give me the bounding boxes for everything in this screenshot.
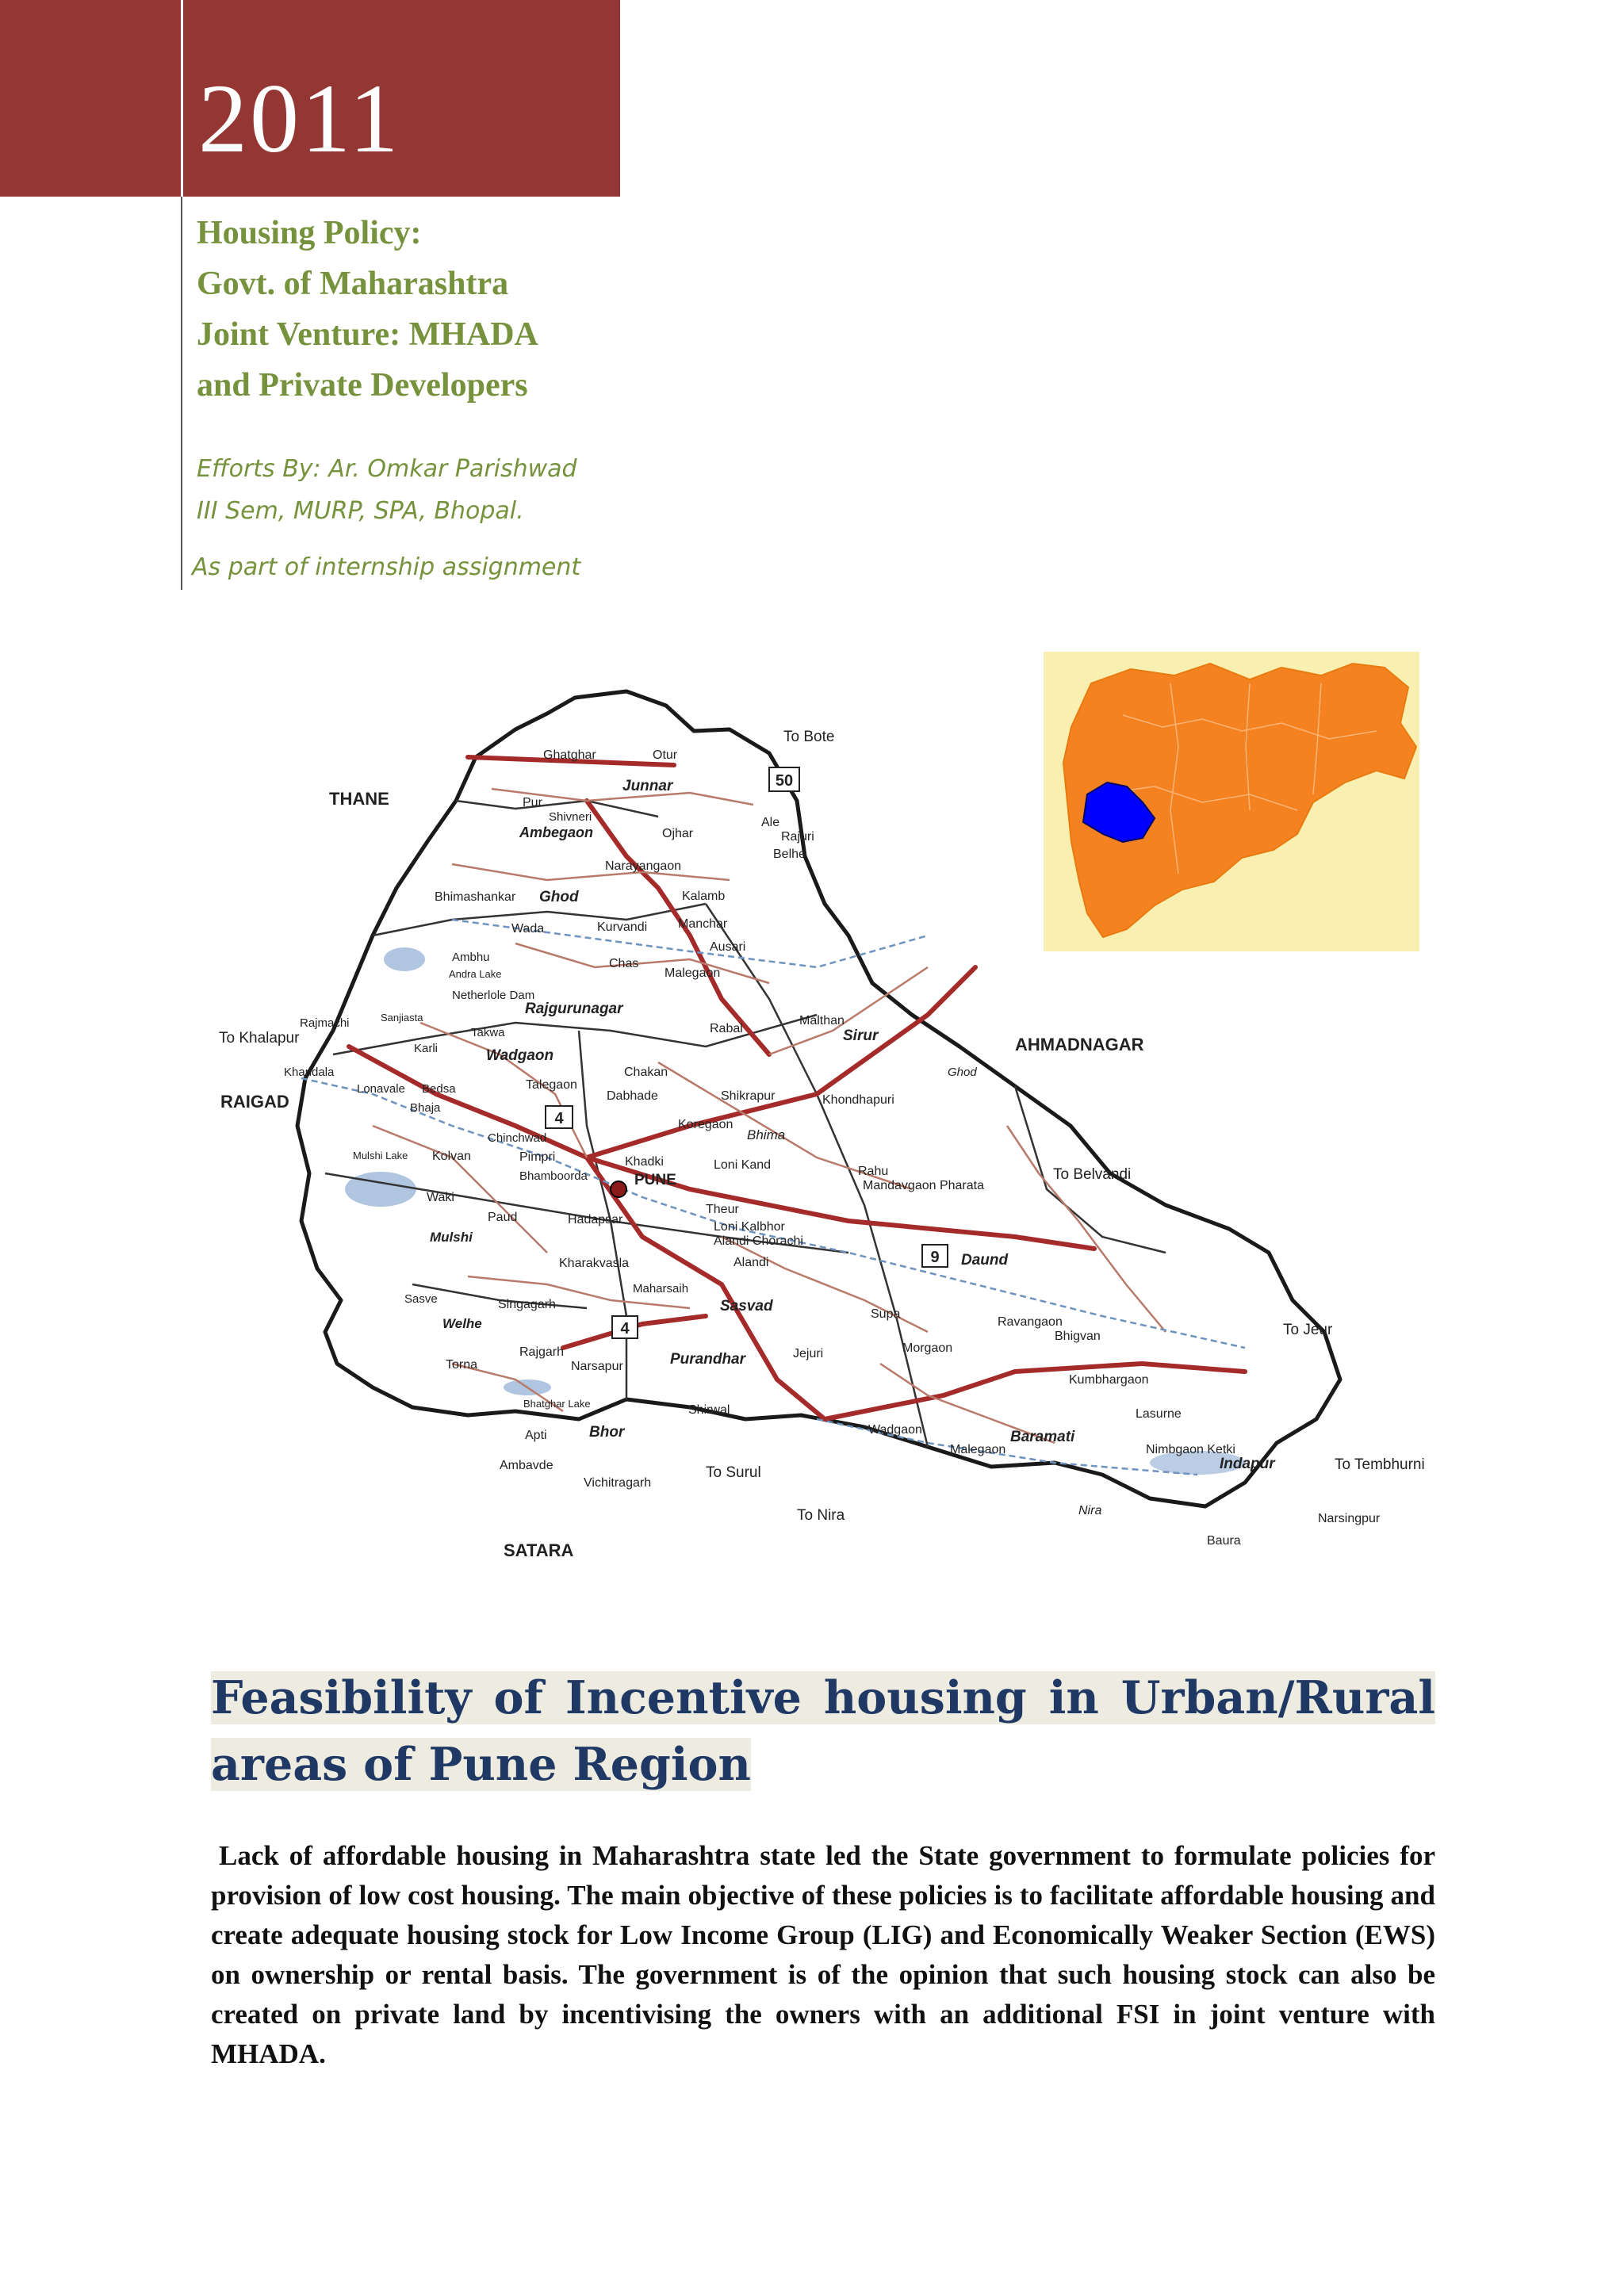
place-label: Sanjiasta [381, 1012, 423, 1024]
place-label: Shikrapur [721, 1089, 776, 1103]
place-label: Torna [446, 1358, 478, 1372]
place-label: Kalamb [682, 890, 726, 903]
place-label: Rabal [710, 1022, 743, 1035]
author-credit: Efforts By: Ar. Omkar Parishwad [197, 455, 577, 483]
document-title-continued [211, 1732, 751, 1798]
place-label: Dabhade [607, 1089, 658, 1103]
place-label: Vichitragarh [584, 1476, 652, 1490]
place-label: Sasve [404, 1292, 438, 1306]
place-label: Khondhapuri [822, 1093, 894, 1107]
maharashtra-locator-map [1044, 652, 1419, 951]
place-label: Morgaon [902, 1341, 953, 1355]
year-label: 2011 [198, 64, 401, 173]
place-label: Supa [871, 1307, 901, 1321]
place-label: Bhimashankar [435, 890, 516, 904]
document-title [211, 1665, 1435, 1732]
assignment-note: As part of internship assignment [192, 553, 581, 581]
author-affiliation: III Sem, MURP, SPA, Bhopal. [197, 497, 524, 525]
place-label: Netherlole Dam [452, 989, 535, 1002]
place-label: Sirur [843, 1027, 879, 1044]
neighbour-ahmadnagar: AHMADNAGAR [1015, 1035, 1144, 1054]
year-banner [0, 0, 620, 197]
place-label: Shivneri [549, 810, 592, 824]
place-label: Paud [488, 1211, 518, 1224]
place-label: Kumbhargaon [1069, 1373, 1149, 1387]
place-label: Narayangaon [605, 859, 682, 873]
place-label: Sasvad [720, 1298, 773, 1314]
place-label: Junnar [622, 778, 673, 794]
place-label: Rajmachi [300, 1016, 350, 1030]
exit-to-nira: To Nira [797, 1507, 845, 1524]
exit-to-khalapur: To Khalapur [219, 1030, 300, 1047]
place-label: Daund [961, 1252, 1009, 1269]
place-label: Baura [1207, 1534, 1241, 1548]
heading-line: Housing Policy: [197, 215, 422, 251]
place-label: Mandavgaon Pharata [863, 1179, 984, 1192]
heading-line: Govt. of Maharashtra [197, 266, 509, 302]
place-label: Manchar [678, 917, 728, 931]
place-label: Lasurne [1136, 1407, 1182, 1421]
place-label: Jejuri [793, 1347, 824, 1360]
exit-to-jeur: To Jeur [1283, 1322, 1333, 1338]
place-label: Narsingpur [1318, 1512, 1381, 1525]
place-label: Wadgaon [486, 1047, 554, 1064]
place-label: Baramati [1010, 1429, 1075, 1445]
place-label: Belhe [773, 848, 806, 861]
place-label: Bhigvan [1055, 1330, 1101, 1343]
place-label: Chas [609, 957, 639, 970]
nh-4-shield-south: 4 [620, 1320, 630, 1337]
place-label: Bhatghar Lake [523, 1398, 591, 1410]
place-label: Bhor [589, 1424, 625, 1441]
heading-line: and Private Developers [197, 367, 528, 404]
place-label: Indapur [1220, 1456, 1275, 1472]
place-label: Ambegaon [519, 825, 594, 840]
place-label: Karli [414, 1042, 439, 1055]
place-label: Singagarh [498, 1298, 556, 1311]
place-label: Rahu [858, 1165, 889, 1178]
place-label: Pimpri [519, 1150, 556, 1164]
place-label: Malegaon [950, 1443, 1006, 1456]
place-label: Wadgaon [868, 1423, 922, 1437]
place-label: Ambhu [452, 951, 490, 964]
place-label: Alandi [733, 1256, 769, 1269]
heading-line: Joint Venture: MHADA [197, 316, 538, 353]
place-label: Nira [1078, 1504, 1102, 1517]
place-label: Pur [523, 796, 542, 809]
place-label: Waki [427, 1191, 454, 1204]
place-label: Bhaja [410, 1101, 441, 1115]
place-label: Hadapsar [568, 1213, 623, 1226]
place-label: Narsapur [571, 1360, 623, 1373]
place-label: Chakan [624, 1066, 668, 1079]
place-label: Apti [525, 1429, 547, 1442]
neighbour-satara: SATARA [504, 1540, 574, 1560]
place-label: Purandhar [670, 1351, 746, 1368]
policy-heading [197, 208, 641, 411]
exit-to-belvandi: To Belvandi [1053, 1166, 1132, 1183]
place-label: Ghod [948, 1066, 977, 1079]
place-label: Lonavale [357, 1082, 405, 1096]
place-label: Mulshi [430, 1230, 473, 1245]
mulshi-lake [345, 1172, 416, 1207]
side-rule [181, 197, 182, 590]
place-label: Koregaon [678, 1118, 733, 1131]
nh-4-shield-north: 4 [554, 1110, 564, 1127]
banner-divider [181, 0, 183, 197]
place-label: Ojhar [662, 827, 694, 840]
place-label: Loni Kand [714, 1158, 772, 1172]
place-label: Khadki [625, 1155, 664, 1169]
place-label: Wada [511, 922, 545, 936]
place-label: Kurvandi [597, 920, 648, 934]
place-label: Ambavde [500, 1459, 553, 1472]
place-label: Maharsaih [633, 1282, 689, 1295]
place-label: Loni Kalbhor [714, 1220, 785, 1234]
place-label: Talegaon [526, 1078, 577, 1092]
andra-lake [384, 947, 425, 971]
place-label: Kharakvasla [559, 1257, 630, 1270]
neighbour-thane: THANE [329, 789, 389, 809]
nh-50-shield: 50 [775, 772, 794, 790]
place-label: Ghod [539, 889, 579, 905]
place-label: Alandi Chorachi [714, 1234, 803, 1248]
place-label: Nimbgaon Ketki [1146, 1443, 1235, 1456]
place-label: Chinchwad [488, 1131, 547, 1145]
place-label: Rajgarh [519, 1345, 565, 1359]
place-label: Bhima [747, 1127, 786, 1142]
neighbour-raigad: RAIGAD [220, 1092, 289, 1112]
place-label: Welhe [442, 1316, 482, 1331]
exit-to-bote: To Bote [783, 729, 835, 745]
place-label: Otur [653, 748, 678, 762]
place-label: PUNE [634, 1172, 676, 1188]
place-label: Malthan [799, 1014, 845, 1027]
place-label: Bedsa [422, 1082, 456, 1096]
place-label: Khandala [284, 1066, 335, 1079]
place-label: Ale [761, 816, 780, 829]
place-label: Takwa [471, 1026, 505, 1039]
pune-city-marker [611, 1181, 626, 1197]
exit-to-surul: To Surul [706, 1464, 761, 1481]
place-label: Ravangaon [998, 1315, 1063, 1329]
place-label: Theur [706, 1203, 739, 1216]
place-label: Malegaon [665, 966, 721, 980]
place-label: Andra Lake [449, 968, 502, 980]
place-label: Kolvan [432, 1150, 471, 1163]
place-label: Shirwal [688, 1403, 730, 1417]
place-label: Ausari [710, 940, 746, 954]
place-label: Mulshi Lake [353, 1150, 408, 1161]
nh-9-shield: 9 [930, 1249, 940, 1266]
exit-to-tembhurni: To Tembhurni [1335, 1456, 1425, 1473]
place-label: Bhamboorda [519, 1169, 588, 1183]
title-line-1: Feasibility of Incentive housing in Urban/Rural [211, 1671, 1435, 1724]
place-label: Rajgurunagar [525, 1001, 623, 1017]
title-line-2: areas of Pune Region [211, 1738, 751, 1791]
place-label: Ghatghar [543, 748, 596, 762]
place-label: Rajuri [781, 830, 814, 844]
intro-paragraph: Lack of affordable housing in Maharashtra state led the State government to formulate policies for provision of low cost housing. The main objective of these policies is to facilitate affordable housing and create adequate housing stock for Low Income Group (LIG) and Economically Weaker Section (EWS) on ownership or rental basis. The government is of the opinion that such housing stock can also be created on private land by incentivising the owners with an additional FSI in joint venture with MHADA. [211, 1840, 1435, 2069]
